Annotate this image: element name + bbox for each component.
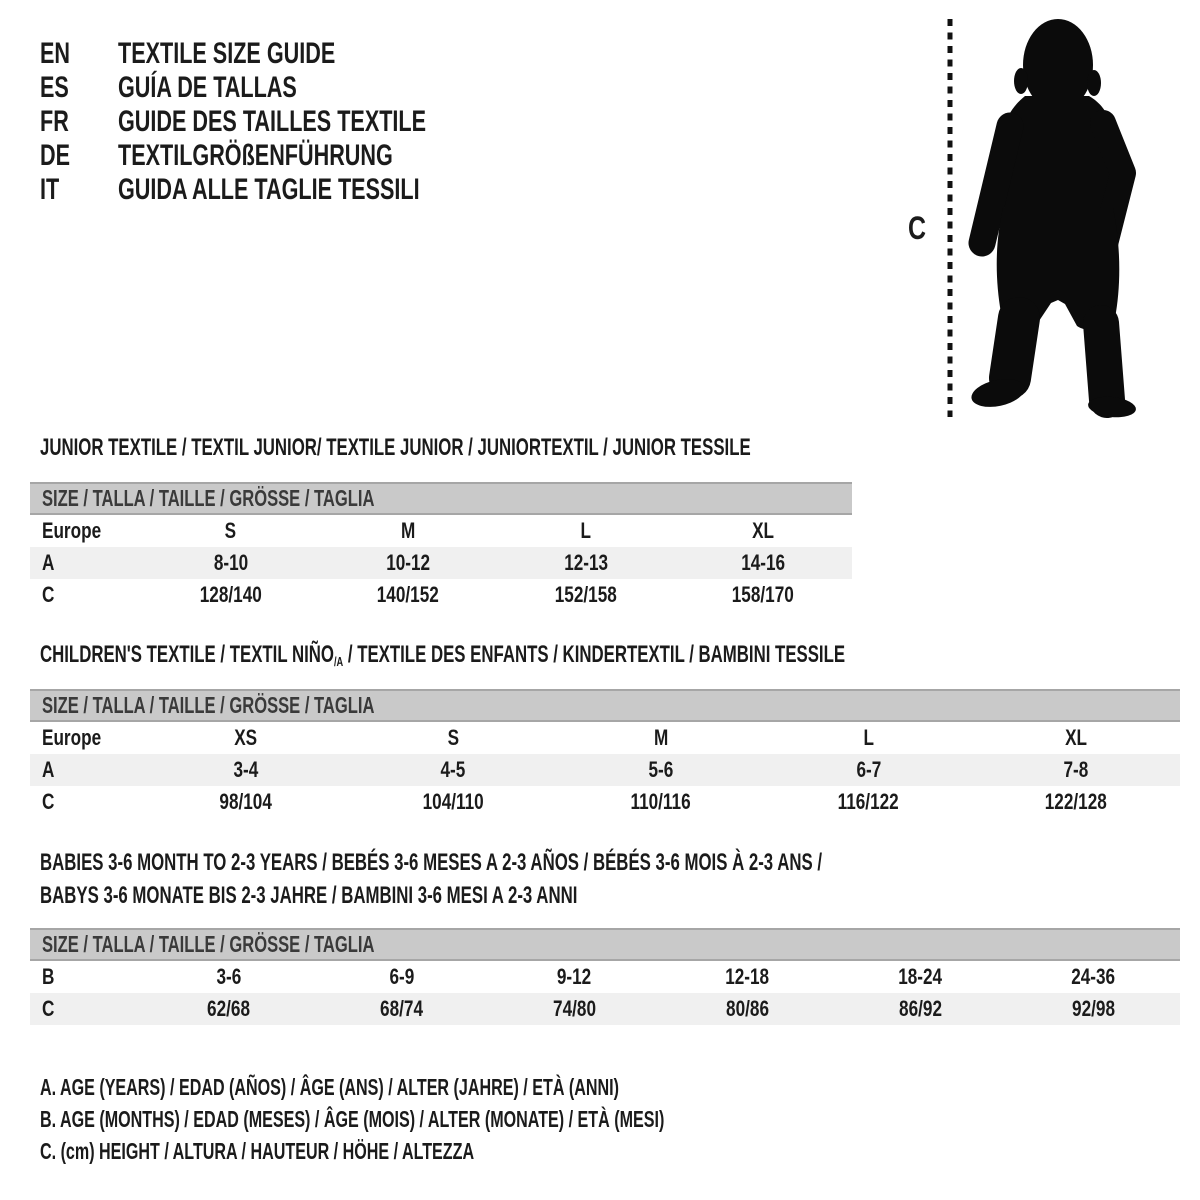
- table-cell: 6-7: [765, 754, 973, 786]
- children-section-title: [40, 641, 1190, 669]
- table-cell: 4-5: [350, 754, 558, 786]
- table-cell: 104/110: [422, 789, 484, 814]
- babies-size-table: [30, 928, 1180, 1025]
- table-cell: 12-18: [725, 964, 770, 989]
- table-cell: 122/128: [1045, 789, 1108, 814]
- table-row-europe: [30, 722, 1180, 754]
- guide-title-text: GUIDE DES TAILLES TEXTILE: [118, 105, 427, 138]
- babies-table: [30, 961, 1180, 1025]
- guide-title: [118, 139, 500, 173]
- table-cell: 3-6: [216, 964, 241, 989]
- babies-section-title: [40, 849, 1157, 915]
- row-label: C: [30, 993, 142, 1025]
- guide-title: [118, 37, 420, 71]
- guide-title: [118, 105, 546, 139]
- table-cell: 140/152: [377, 582, 440, 607]
- row-label: A: [30, 547, 142, 579]
- table-cell: 62/68: [142, 993, 315, 1025]
- table-cell: 158/170: [732, 582, 795, 607]
- title-prefix: CHILDREN'S TEXTILE / TEXTIL NIÑO: [40, 641, 334, 668]
- legend-line-c: C. (cm) HEIGHT / ALTURA / HAUTEUR / HÖHE / ALTEZZA: [40, 1137, 475, 1164]
- guide-title-text: TEXTILGRÖßENFÜHRUNG: [118, 139, 393, 172]
- table-cell: 3-4: [142, 754, 350, 786]
- table-row-height: [30, 786, 1180, 818]
- legend-line-b: B. AGE (MONTHS) / EDAD (MESES) / ÂGE (MOIS) / ALTER (MONATE) / ETÀ (MESI): [40, 1105, 665, 1132]
- table-cell: 86/92: [834, 993, 1007, 1025]
- language-code: [40, 71, 118, 105]
- language-code: [40, 105, 118, 139]
- table-cell: 24-36: [1071, 964, 1116, 989]
- language-row-es: [40, 71, 546, 105]
- table-row-height: [30, 993, 1180, 1025]
- size-header-bar: [30, 928, 1180, 961]
- table-cell: 116/122: [838, 789, 900, 814]
- language-row-it: [40, 173, 546, 207]
- table-cell: M: [401, 518, 416, 543]
- table-cell: 74/80: [488, 993, 661, 1025]
- table-cell: L: [863, 725, 874, 750]
- row-label: C: [42, 582, 55, 607]
- size-header-text: SIZE / TALLA / TAILLE / GRÖSSE / TAGLIA: [42, 931, 375, 957]
- table-cell: 68/74: [315, 993, 488, 1025]
- title-suffix: / TEXTILE DES ENFANTS / KINDERTEXTIL / BAMBINI TESSILE: [343, 641, 846, 668]
- legend-line-a: A. AGE (YEARS) / EDAD (AÑOS) / ÂGE (ANS) / ALTER (JAHRE) / ETÀ (ANNI): [40, 1073, 620, 1100]
- language-row-en: [40, 37, 546, 71]
- table-cell: 10-12: [320, 547, 498, 579]
- measurement-legend: [40, 1071, 932, 1167]
- row-label: Europe: [42, 518, 102, 543]
- height-measure-label: [908, 210, 931, 247]
- table-cell: 7-8: [972, 754, 1180, 786]
- table-cell: 152/158: [554, 582, 617, 607]
- guide-title-text: GUÍA DE TALLAS: [118, 71, 297, 104]
- size-header-bar: [30, 689, 1180, 722]
- table-row-height: [30, 579, 852, 611]
- guide-title: [118, 71, 366, 105]
- children-table: [30, 722, 1180, 818]
- language-code-text: IT: [40, 173, 60, 206]
- language-code-text: DE: [40, 139, 71, 172]
- table-row-age: [30, 547, 852, 579]
- language-code: [40, 139, 118, 173]
- language-code: [40, 37, 118, 71]
- children-size-table: [30, 689, 1180, 818]
- table-cell: 6-9: [389, 964, 414, 989]
- table-cell: 128/140: [199, 582, 262, 607]
- table-cell: 98/104: [219, 789, 273, 814]
- language-title-block: [40, 37, 546, 207]
- table-cell: S: [447, 725, 460, 750]
- table-cell: 12-13: [497, 547, 675, 579]
- table-cell: 92/98: [1007, 993, 1180, 1025]
- table-cell: 18-24: [898, 964, 943, 989]
- language-row-de: [40, 139, 546, 173]
- table-cell: L: [580, 518, 591, 543]
- babies-title-line2: BABYS 3-6 MONATE BIS 2-3 JAHRE / BAMBINI 3-6 MESI A 2-3 ANNI: [40, 882, 578, 909]
- size-header-text: SIZE / TALLA / TAILLE / GRÖSSE / TAGLIA: [42, 692, 375, 718]
- babies-title-line1: BABIES 3-6 MONTH TO 2-3 YEARS / BEBÉS 3-6 MESES A 2-3 AÑOS / BÉBÉS 3-6 MOIS À 2-3 ANS /: [40, 849, 823, 876]
- table-cell: 14-16: [675, 547, 853, 579]
- junior-section-title: [40, 434, 1055, 462]
- guide-title: [118, 173, 537, 207]
- language-code-text: ES: [40, 71, 69, 104]
- language-row-fr: [40, 105, 546, 139]
- table-row-europe: [30, 515, 852, 547]
- table-cell: 80/86: [661, 993, 834, 1025]
- language-code-text: FR: [40, 105, 69, 138]
- table-cell: XS: [234, 725, 258, 750]
- table-cell: XL: [752, 518, 775, 543]
- table-cell: 110/116: [630, 789, 692, 814]
- table-cell: 8-10: [142, 547, 320, 579]
- table-row-months: [30, 961, 1180, 993]
- table-cell: 5-6: [557, 754, 765, 786]
- guide-title-text: TEXTILE SIZE GUIDE: [118, 37, 336, 70]
- junior-table: [30, 515, 852, 611]
- size-header-bar: [30, 482, 852, 515]
- height-measure-label-text: C: [908, 210, 927, 246]
- size-header-text: SIZE / TALLA / TAILLE / GRÖSSE / TAGLIA: [42, 485, 375, 511]
- table-cell: 9-12: [557, 964, 592, 989]
- junior-section-title-text: JUNIOR TEXTILE / TEXTIL JUNIOR/ TEXTILE JUNIOR / JUNIORTEXTIL / JUNIOR TESSILE: [40, 434, 751, 461]
- toddler-silhouette-icon: [955, 18, 1155, 418]
- junior-size-table: [30, 482, 852, 611]
- language-code: [40, 173, 118, 207]
- children-section-title-text: [40, 641, 845, 669]
- guide-title-text: GUIDA ALLE TAGLIE TESSILI: [118, 173, 420, 206]
- title-subscript: /A: [333, 654, 344, 669]
- row-label: B: [42, 964, 55, 989]
- row-label: Europe: [42, 725, 102, 750]
- table-cell: XL: [1065, 725, 1088, 750]
- table-row-age: [30, 754, 1180, 786]
- row-label: A: [30, 754, 142, 786]
- language-code-text: EN: [40, 37, 71, 70]
- table-cell: S: [225, 518, 237, 543]
- row-label: C: [42, 789, 55, 814]
- table-cell: M: [653, 725, 669, 750]
